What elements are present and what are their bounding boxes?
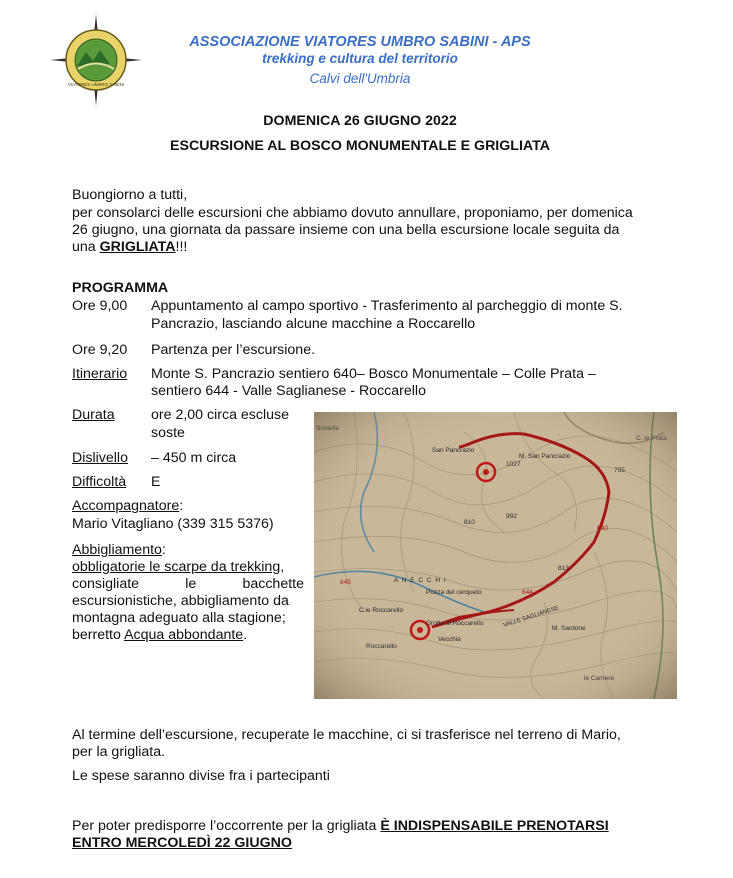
grigliata-emphasis: GRIGLIATA	[99, 239, 176, 255]
costs-note: Le spese saranno divise fra i partecipanti	[72, 768, 330, 784]
intro-line-1: per consolarci delle escursioni che abbiamo dovuto annullare, proponiamo, per domenica	[72, 205, 633, 221]
elevation-label: Dislivello	[72, 450, 128, 466]
closing-line-1: Al termine dell’escursione, recuperate le macchine, ci si trasferisce nel terreno di Mario,	[72, 727, 621, 743]
booking-line-1: Per poter predisporre l’occorrente per la grigliata È INDISPENSABILE PRENOTARSI	[72, 818, 609, 834]
program-heading: PROGRAMMA	[72, 280, 169, 296]
schedule-text-1b: Pancrazio, lasciando alcune macchine a Roccarello	[151, 316, 476, 332]
elevation-value: – 450 m circa	[151, 450, 237, 466]
clothing-line-2: consigliate le bacchette	[72, 576, 304, 592]
closing-line-2: per la grigliata.	[72, 744, 166, 760]
itinerary-label: Itinerario	[72, 366, 128, 382]
org-town: Calvi dell'Umbria	[309, 71, 411, 86]
intro-line-2: 26 giugno, una giornata da passare insieme con una bella escursione locale seguita da	[72, 222, 620, 238]
guide-label: Accompagnatore:	[72, 498, 184, 514]
logo-text: VIATORES UMBRO SABINI	[67, 82, 125, 87]
difficulty-value: E	[151, 474, 161, 490]
org-tagline: trekking e cultura del territorio	[262, 51, 458, 66]
booking-deadline: ENTRO MERCOLEDÌ 22 GIUGNO	[72, 835, 292, 851]
itinerary-line-2: sentiero 644 - Valle Saglianese - Roccarello	[151, 383, 426, 399]
duration-label: Durata	[72, 407, 115, 423]
duration-line-2: soste	[151, 425, 185, 441]
event-title: ESCURSIONE AL BOSCO MONUMENTALE E GRIGLIATA	[170, 138, 550, 154]
itinerary-line-1: Monte S. Pancrazio sentiero 640– Bosco Monumentale – Colle Prata –	[151, 366, 596, 382]
clothing-line-1: obbligatorie le scarpe da trekking,	[72, 559, 285, 575]
org-name: ASSOCIAZIONE VIATORES UMBRO SABINI - APS	[189, 34, 531, 50]
booking-required: È INDISPENSABILE PRENOTARSI	[380, 818, 609, 834]
schedule-time-1: Ore 9,00	[72, 298, 128, 314]
schedule-text-1a: Appuntamento al campo sportivo - Trasferimento al parcheggio di monte S.	[151, 298, 623, 314]
route-map	[314, 412, 677, 699]
clothing-line-4: montagna adeguato alla stagione;	[72, 610, 286, 626]
clothing-line-3: escursionistiche, abbigliamento da	[72, 593, 289, 609]
schedule-text-2: Partenza per l’escursione.	[151, 342, 316, 358]
clothing-label: Abbigliamento:	[72, 542, 166, 558]
duration-line-1: ore 2,00 circa escluse	[151, 407, 290, 423]
clothing-line-5: berretto Acqua abbondante.	[72, 627, 248, 643]
intro-line-3: una GRIGLIATA!!!	[72, 239, 188, 255]
event-date: DOMENICA 26 GIUGNO 2022	[263, 113, 457, 129]
schedule-time-2: Ore 9,20	[72, 342, 128, 358]
guide-contact: Mario Vitagliano (339 315 5376)	[72, 516, 274, 532]
difficulty-label: Difficoltà	[72, 474, 127, 490]
association-logo	[50, 14, 142, 106]
intro-greeting: Buongiorno a tutti,	[72, 187, 188, 203]
